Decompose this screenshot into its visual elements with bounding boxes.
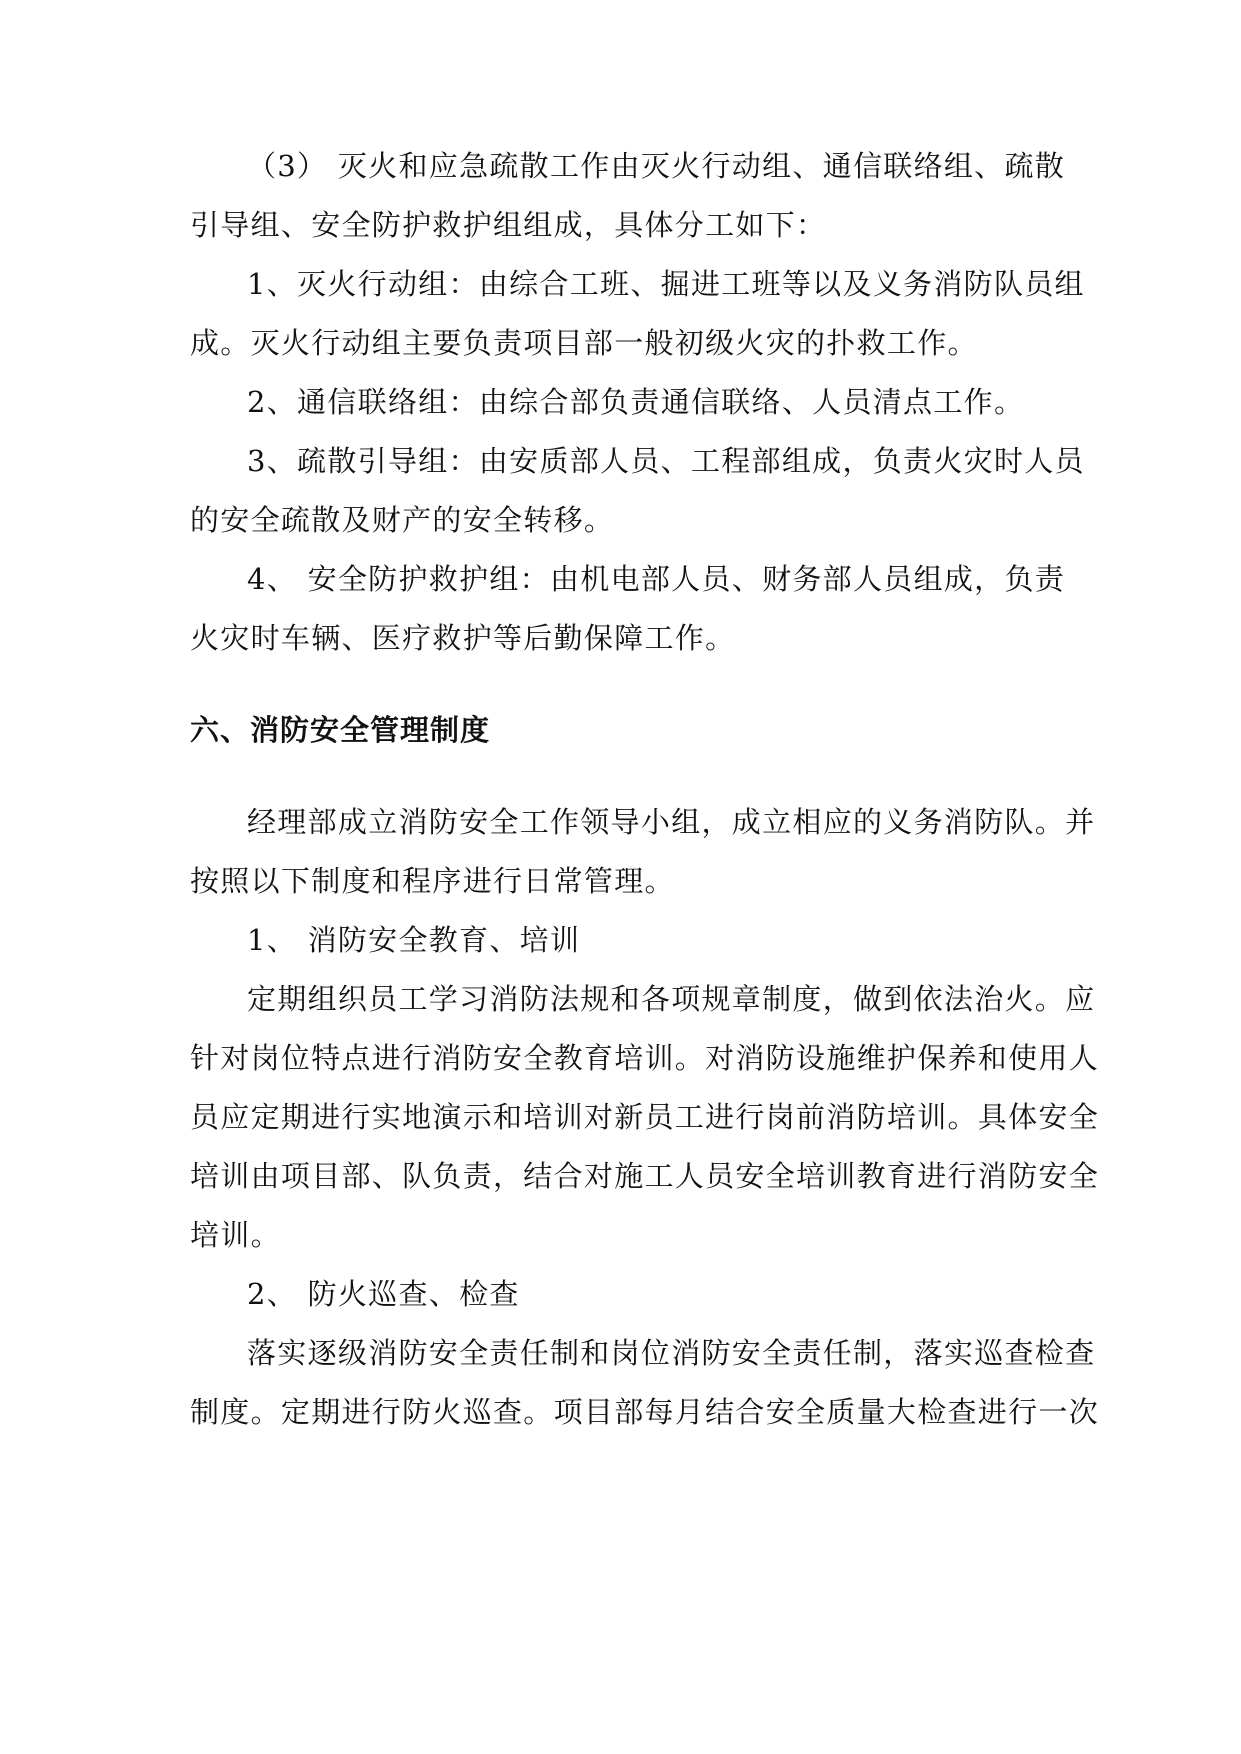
section-heading: 六、消防安全管理制度 [190, 713, 491, 747]
paragraph-line: 按照以下制度和程序进行日常管理。 [190, 864, 675, 898]
paragraph-line: 3、疏散引导组：由安质部人员、工程部组成，负责火灾时人员 [247, 444, 1085, 478]
subheading-line: 2、 防火巡查、检查 [247, 1277, 520, 1311]
paragraph-line: 火灾时车辆、医疗救护等后勤保障工作。 [190, 621, 736, 655]
paragraph-line: 针对岗位特点进行消防安全教育培训。对消防设施维护保养和使用人 [190, 1041, 1100, 1075]
paragraph-line: 4、 安全防护救护组：由机电部人员、财务部人员组成，负责 [247, 562, 1066, 596]
paragraph-line: 制度。定期进行防火巡查。项目部每月结合安全质量大检查进行一次 [190, 1395, 1100, 1429]
paragraph-line: 经理部成立消防安全工作领导小组，成立相应的义务消防队。并 [247, 805, 1096, 839]
paragraph-line: 定期组织员工学习消防法规和各项规章制度，做到依法治火。应 [247, 982, 1096, 1016]
paragraph-line: 成。灭火行动组主要负责项目部一般初级火灾的扑救工作。 [190, 326, 978, 360]
paragraph-line: 1、灭火行动组：由综合工班、掘进工班等以及义务消防队员组 [247, 267, 1085, 301]
paragraph-line: 落实逐级消防安全责任制和岗位消防安全责任制，落实巡查检查 [247, 1336, 1096, 1370]
paragraph-line: （3） 灭火和应急疏散工作由灭火行动组、通信联络组、疏散 [247, 149, 1066, 183]
paragraph-line: 培训由项目部、队负责，结合对施工人员安全培训教育进行消防安全 [190, 1159, 1100, 1193]
subheading-line: 1、 消防安全教育、培训 [247, 923, 581, 957]
paragraph-line: 员应定期进行实地演示和培训对新员工进行岗前消防培训。具体安全 [190, 1100, 1100, 1134]
paragraph-line: 引导组、安全防护救护组组成，具体分工如下： [190, 208, 827, 242]
paragraph-line: 2、通信联络组：由综合部负责通信联络、人员清点工作。 [247, 385, 1025, 419]
paragraph-line: 培训。 [190, 1218, 281, 1252]
paragraph-line: 的安全疏散及财产的安全转移。 [190, 503, 615, 537]
